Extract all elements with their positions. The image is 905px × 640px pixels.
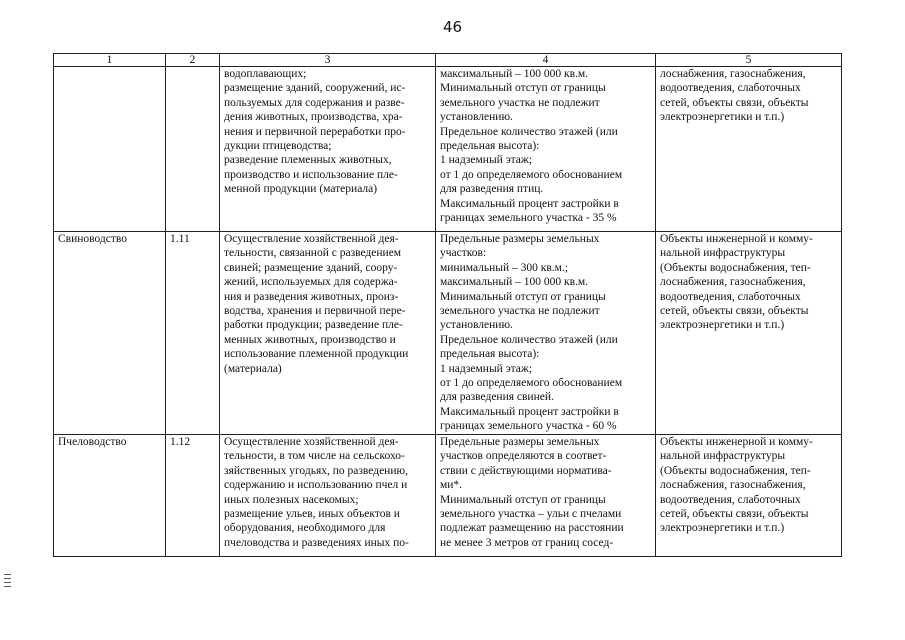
page-number: 46 — [442, 18, 463, 36]
land-use-code — [166, 67, 220, 232]
land-use-parameters: максимальный – 100 000 кв.м. Минимальный отступ от границы земельного участка не подлежит установлению. Предельное количество этажей (или предельная высота): 1 надземный этаж; от 1 до определяемого обоснованием для разведения птиц. Максимальный процент застройки в границах земельного участка - 35 % — [436, 67, 656, 232]
land-use-description: водоплавающих; размещение зданий, сооружений, ис- пользуемых для содержания и разве- дения животных, производства, хра- нения и первичной переработки про- дукции птицеводства; разведение племенных животных, производство и использование пле- менной продукции (материала) — [220, 67, 436, 232]
land-use-code: 1.12 — [166, 435, 220, 557]
land-use-description: Осуществление хозяйственной дея- тельности, в том числе на сельскохо- зяйственных угодьях, по разведению, содержанию и использованию пчел и иных полезных насекомых; размещение ульев, иных объектов и оборудования, необходимого для пчеловодства и разведениях иных по- — [220, 435, 436, 557]
table-header-row — [54, 54, 842, 67]
land-use-parameters: Предельные размеры земельных участков определяются в соответ- ствии с действующими норматива- ми*. Минимальный отступ от границы земельного участка – ульи с пчелами подлежат размещению на расстоянии не менее 3 метров от границ сосед- — [436, 435, 656, 557]
land-use-infrastructure: Объекты инженерной и комму- нальной инфраструктуры (Объекты водоснабжения, теп- лоснабжения, газоснабжения, водоотведения, слаботочных сетей, объекты связи, объекты электроэнергетики и т.п.) — [656, 435, 842, 557]
land-use-code: 1.11 — [166, 232, 220, 435]
column-header-2: 2 — [166, 54, 220, 67]
column-header-3: 3 — [220, 54, 436, 67]
table-row — [54, 232, 842, 435]
land-use-description: Осуществление хозяйственной дея- тельности, связанной с разведением свиней; размещение зданий, соору- жений, используемых для содержа- ния и разведения животных, произ- водства, хранения и первичной пере- работки продукции; разведение пле- менных животных, производство и использование племенной продукции (материала) — [220, 232, 436, 435]
land-use-parameters: Предельные размеры земельных участков: минимальный – 300 кв.м.; максимальный – 100 000 кв.м. Минимальный отступ от границы земельного участка не подлежит установлению. Предельное количество этажей (или предельная высота): 1 надземный этаж; от 1 до определяемого обоснованием для разведения свиней. Максимальный процент застройки в границах земельного участка - 60 % — [436, 232, 656, 435]
land-use-name — [54, 67, 166, 232]
land-use-infrastructure: лоснабжения, газоснабжения, водоотведения, слаботочных сетей, объекты связи, объекты электроэнергетики и т.п.) — [656, 67, 842, 232]
column-header-4: 4 — [436, 54, 656, 67]
zoning-regulations-table — [53, 53, 842, 557]
land-use-infrastructure: Объекты инженерной и комму- нальной инфраструктуры (Объекты водоснабжения, теп- лоснабжения, газоснабжения, водоотведения, слаботочных сетей, объекты связи, объекты электроэнергетики и т.п.) — [656, 232, 842, 435]
table-row — [54, 67, 842, 232]
land-use-name: Свиноводство — [54, 232, 166, 435]
column-header-5: 5 — [656, 54, 842, 67]
table-row — [54, 435, 842, 557]
column-header-1: 1 — [54, 54, 166, 67]
scan-edge-mark — [4, 574, 11, 590]
land-use-name: Пчеловодство — [54, 435, 166, 557]
